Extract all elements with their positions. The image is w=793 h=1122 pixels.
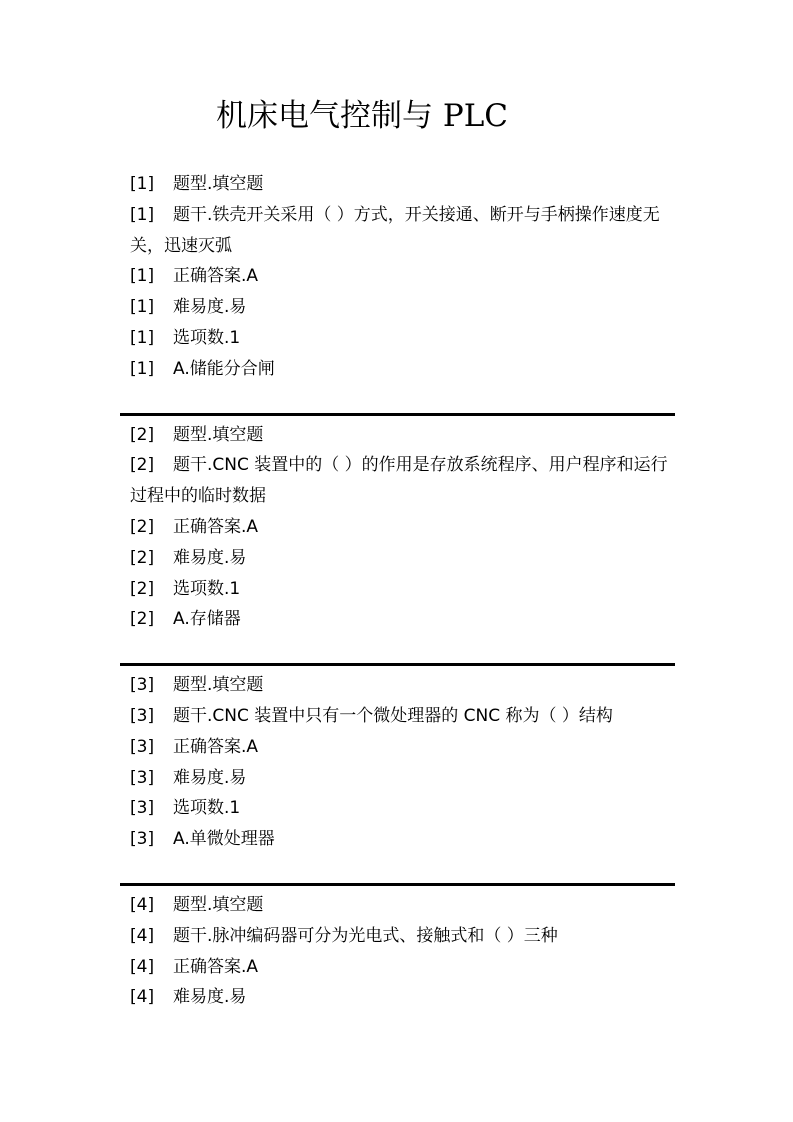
question-index: [1] <box>130 358 155 379</box>
question-type <box>120 670 675 701</box>
question-index: [2] <box>130 609 155 630</box>
question-type-text: 题型.填空题 <box>173 894 264 915</box>
question-index: [4] <box>130 925 155 946</box>
question-difficulty-text: 难易度.易 <box>173 767 247 788</box>
question-option-a <box>120 354 675 385</box>
question-index: [2] <box>130 424 155 445</box>
question-difficulty-text: 难易度.易 <box>173 987 247 1008</box>
question-option-a-text: A.储能分合闸 <box>173 358 275 379</box>
question-answer <box>120 261 675 292</box>
question-block-2 <box>120 413 675 664</box>
question-option-count <box>120 793 675 824</box>
question-option-count-text: 选项数.1 <box>173 578 241 599</box>
question-answer <box>120 952 675 983</box>
question-index: [2] <box>130 516 155 537</box>
question-type-text: 题型.填空题 <box>173 424 264 445</box>
question-block-1 <box>120 169 675 413</box>
question-option-count <box>120 574 675 605</box>
question-option-a <box>120 824 675 855</box>
question-index: [3] <box>130 767 155 788</box>
question-difficulty-text: 难易度.易 <box>173 547 247 568</box>
question-block-3 <box>120 663 675 883</box>
question-answer <box>120 512 675 543</box>
question-answer <box>120 732 675 763</box>
block-spacer <box>120 635 675 663</box>
question-answer-text: 正确答案.A <box>173 736 259 757</box>
question-index: [1] <box>130 204 155 225</box>
question-stem-text: 题干.CNC 装置中只有一个微处理器的 CNC 称为（ ）结构 <box>173 705 613 726</box>
question-index: [3] <box>130 705 155 726</box>
question-difficulty <box>120 543 675 574</box>
question-index: [3] <box>130 829 155 850</box>
question-type <box>120 890 675 921</box>
question-difficulty <box>120 763 675 794</box>
question-answer-text: 正确答案.A <box>173 956 259 977</box>
question-option-a-text: A.存储器 <box>173 609 241 630</box>
question-type-text: 题型.填空题 <box>173 174 264 194</box>
question-stem-text: 题干.CNC 装置中的（ ）的作用是存放系统程序、用户程序和运行过程中的临时数据 <box>130 455 668 507</box>
question-type <box>120 169 675 200</box>
question-stem <box>120 921 675 952</box>
question-index: [1] <box>130 297 155 318</box>
question-type <box>120 420 675 451</box>
question-index: [3] <box>130 675 155 696</box>
question-index: [2] <box>130 547 155 568</box>
question-difficulty-text: 难易度.易 <box>173 297 247 318</box>
question-block-4 <box>120 883 675 1013</box>
question-difficulty <box>120 982 675 1013</box>
question-answer-text: 正确答案.A <box>173 266 259 287</box>
question-option-count-text: 选项数.1 <box>173 327 241 348</box>
question-list <box>120 169 680 1013</box>
question-answer-text: 正确答案.A <box>173 516 259 537</box>
question-index: [3] <box>130 798 155 819</box>
question-index: [4] <box>130 956 155 977</box>
question-index: [4] <box>130 894 155 915</box>
question-index: [1] <box>130 327 155 348</box>
question-stem-text: 题干.脉冲编码器可分为光电式、接触式和（ ）三种 <box>173 925 558 946</box>
question-stem <box>120 450 682 512</box>
question-option-a-text: A.单微处理器 <box>173 829 275 850</box>
question-index: [4] <box>130 987 155 1008</box>
document-title: 机床电气控制与 PLC <box>216 98 509 134</box>
question-stem-text: 题干.铁壳开关采用（ ）方式，开关接通、断开与手柄操作速度无关，迅速灭弧 <box>130 204 660 256</box>
question-index: [3] <box>130 736 155 757</box>
question-option-count-text: 选项数.1 <box>173 798 241 819</box>
question-type-text: 题型.填空题 <box>173 675 264 696</box>
question-difficulty <box>120 292 675 323</box>
question-index: [2] <box>130 578 155 599</box>
question-index: [2] <box>130 455 155 476</box>
question-stem <box>120 701 675 732</box>
question-option-a <box>120 604 675 635</box>
question-index: [1] <box>130 174 155 194</box>
block-spacer <box>120 855 675 883</box>
block-spacer <box>120 385 675 413</box>
question-option-count <box>120 323 675 354</box>
question-stem <box>120 200 682 262</box>
question-index: [1] <box>130 266 155 287</box>
